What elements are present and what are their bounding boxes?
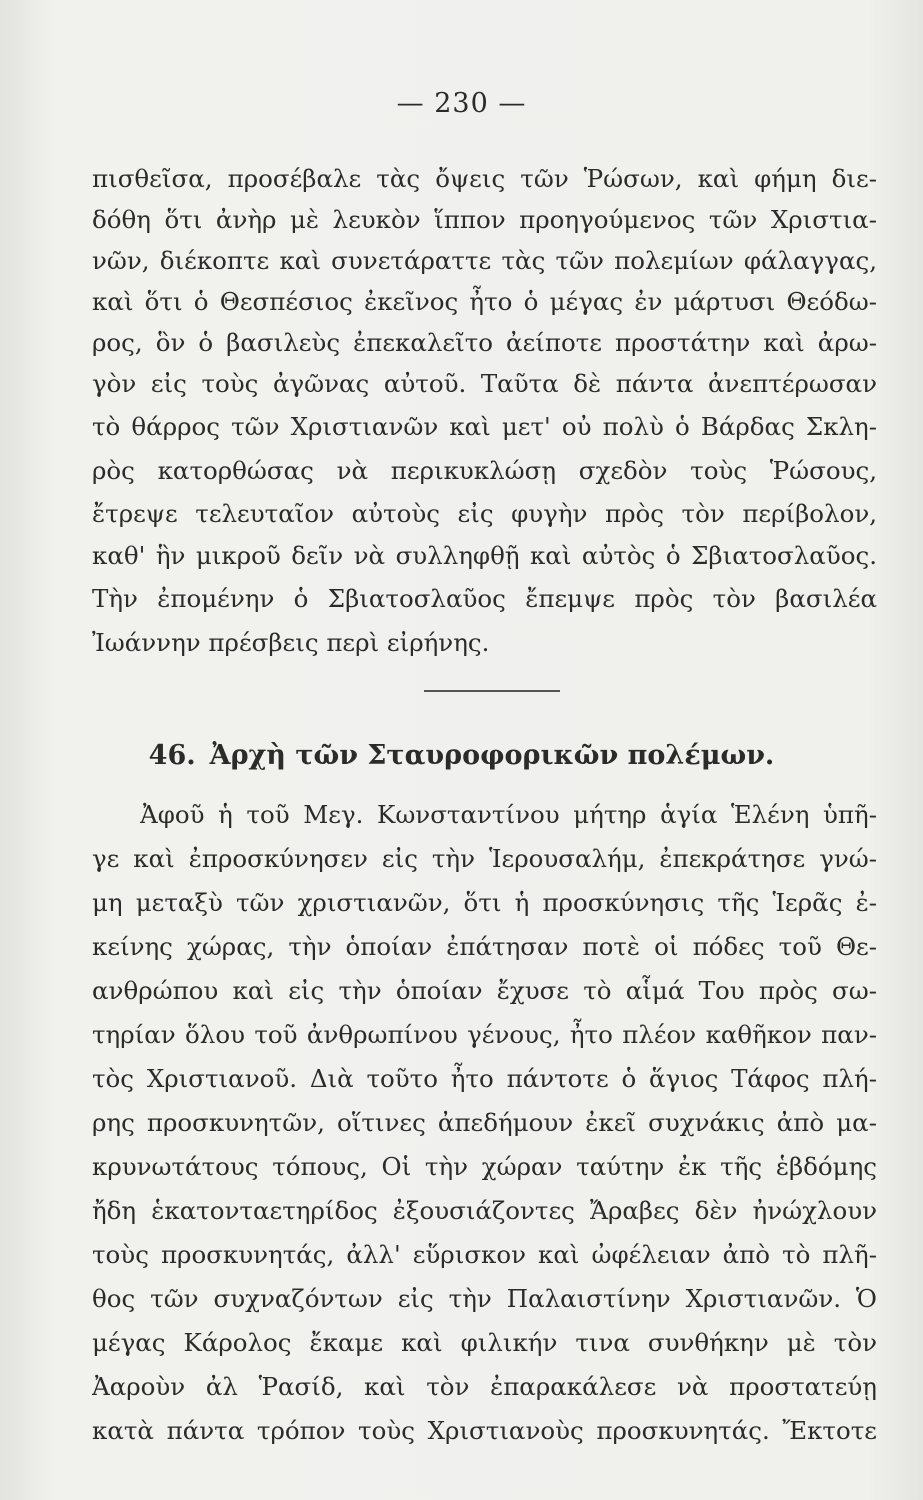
text-line: κατὰ πάντα τρόπον τοὺς Χριστιανοὺς προσκυνητάς. Ἔκτοτε (92, 1416, 877, 1445)
text-line: τὸ θάρρος τῶν Χριστιανῶν καὶ μετ' οὐ πολὺ ὁ Βάρδας Σκλη- (92, 412, 877, 441)
text-line: ἔτρεψε τελευταῖον αὐτοὺς εἰς φυγὴν πρὸς τὸν περίβολον, (92, 499, 877, 528)
text-line: τὸς Χριστιανοῦ. Διὰ τοῦτο ἦτο πάντοτε ὁ ἅγιος Τάφος πλή- (92, 1064, 877, 1093)
text-line: νῶν, διέκοπτε καὶ συνετάραττε τὰς τῶν πολεμίων φάλαγγας, (92, 246, 877, 275)
text-line: ρης προσκυνητῶν, οἵτινες ἀπεδήμουν ἐκεῖ συχνάκις ἀπὸ μα- (92, 1108, 877, 1137)
section-heading (0, 737, 923, 775)
text-line: τηρίαν ὅλου τοῦ ἀνθρωπίνου γένους, ἦτο πλέον καθῆκον παν- (92, 1020, 877, 1049)
text-line: θος τῶν συχναζόντων εἰς τὴν Παλαιστίνην Χριστιανῶν. Ὁ (92, 1284, 877, 1313)
text-line: καθ' ἣν μικροῦ δεῖν νὰ συλληφθῇ καὶ αὐτὸς ὁ Σβιατοσλαῦος. (92, 541, 877, 570)
section-number: 46. (148, 740, 196, 771)
text-line: ρος, ὃν ὁ βασιλεὺς ἐπεκαλεῖτο ἀείποτε προστάτην καὶ ἀρω- (92, 328, 877, 357)
text-line: κρυνωτάτους τόπους, Οἱ τὴν χώραν ταύτην ἐκ τῆς ἑβδόμης (92, 1152, 877, 1181)
text-line: Ἰωάννην πρέσβεις περὶ εἰρήνης. (92, 628, 490, 657)
text-line: ἤδη ἑκατονταετηρίδος ἐξουσιάζοντες Ἄραβες δὲν ἠνώχλουν (92, 1196, 877, 1225)
text-line: γε καὶ ἐπροσκύνησεν εἰς τὴν Ἱερουσαλήμ, ἐπεκράτησε γνώ- (92, 844, 877, 873)
text-line: τοὺς προσκυνητάς, ἀλλ' εὕρισκον καὶ ὠφέλειαν ἀπὸ τὸ πλῆ- (92, 1240, 877, 1269)
text-line: Ἀφοῦ ἡ τοῦ Μεγ. Κωνσταντίνου μήτηρ ἁγία Ἑλένη ὑπῆ- (140, 800, 877, 829)
page-number: — 230 — (396, 88, 527, 119)
text-line: μέγας Κάρολος ἔκαμε καὶ φιλικήν τινα συνθήκην μὲ τὸν (92, 1328, 877, 1357)
section-divider (424, 690, 560, 692)
text-line: ανθρώπου καὶ εἰς τὴν ὁποίαν ἔχυσε τὸ αἷμά Του πρὸς σω- (92, 976, 877, 1005)
text-line: μη μεταξὺ τῶν χριστιανῶν, ὅτι ἡ προσκύνησις τῆς Ἱερᾶς ἐ- (92, 888, 877, 917)
text-line: καὶ ὅτι ὁ Θεσπέσιος ἐκεῖνος ἦτο ὁ μέγας ἐν μάρτυσι Θεόδω- (92, 287, 877, 316)
text-line: πισθεῖσα, προσέβαλε τὰς ὄψεις τῶν Ῥώσων, καὶ φήμη διε- (92, 164, 877, 193)
section-title: Ἀρχὴ τῶν Σταυροφορικῶν πολέμων. (209, 740, 775, 771)
text-line: ρὸς κατορθώσας νὰ περικυκλώσῃ σχεδὸν τοὺς Ῥώσους, (92, 456, 877, 485)
text-line: κείνης χώρας, τὴν ὁποίαν ἐπάτησαν ποτὲ οἱ πόδες τοῦ Θε- (92, 932, 877, 961)
text-line: γὸν εἰς τοὺς ἀγῶνας αὐτοῦ. Ταῦτα δὲ πάντα ἀνεπτέρωσαν (92, 369, 877, 398)
text-line: Τὴν ἐπομένην ὁ Σβιατοσλαῦος ἔπεμψε πρὸς τὸν βασιλέα (92, 584, 877, 613)
text-line: Ἀαροὺν ἀλ Ῥασίδ, καὶ τὸν ἐπαρακάλεσε νὰ προστατεύῃ (92, 1372, 877, 1401)
text-line: δόθη ὅτι ἀνὴρ μὲ λευκὸν ἵππον προηγούμενος τῶν Χριστια- (92, 205, 877, 234)
